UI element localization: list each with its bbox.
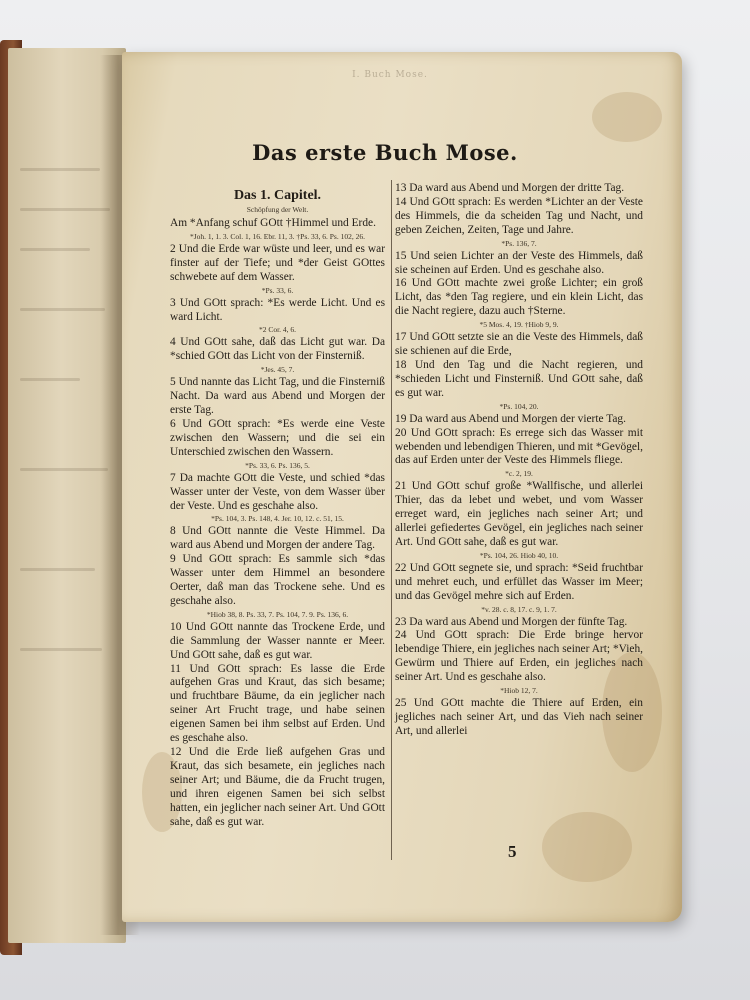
verse-paragraph: 19 Da ward aus Abend und Morgen der vierte Tag. (395, 412, 626, 425)
verse-paragraph: 17 Und GOtt setzte sie an die Veste des Himmels, daß sie schienen auf die Erde, (395, 331, 643, 358)
footnote-reference: *Ps. 33, 6. Ps. 136, 5. (245, 460, 310, 470)
column-divider (391, 180, 392, 860)
verse-paragraph: 16 Und GOtt machte zwei große Lichter; ein groß Licht, das *den Tag regiere, und ein klein Licht, das die Nacht regiere, dazu auch †Sterne. (395, 277, 643, 318)
verse-paragraph: 2 Und die Erde war wüste und leer, und es war finster auf der Tiefe; und *der Geist GOttes schwebete auf dem Wasser. (170, 242, 385, 283)
footnote-reference: *Ps. 33, 6. (261, 285, 294, 295)
verse-paragraph: Am *Anfang schuf GOtt †Himmel und Erde. (170, 217, 376, 229)
verse-paragraph: 5 Und nannte das Licht Tag, und die Finsterniß Nacht. Da ward aus Abend und Morgen der erste Tag. (170, 376, 385, 417)
footnote-reference: *2 Cor. 4, 6. (258, 325, 297, 335)
book-title: Das erste Buch Mose. (252, 140, 518, 165)
footnote-reference: *Joh. 1, 1. 3. Col. 1, 16. Ebr. 11, 3. †Ps. 33, 6. Ps. 102, 26. (190, 231, 365, 241)
verse-paragraph: 24 Und GOtt sprach: Die Erde bringe hervor lebendige Thiere, ein jegliches nach seiner Art; *Vieh, Gewürm und Thiere auf Erden, ein jegliches nach seiner Art. Und es geschahe also. (395, 629, 643, 684)
footnote-reference: *Hiob 12, 7. (500, 686, 538, 696)
verse-paragraph: 7 Da machte GOtt die Veste, und schied *das Wasser unter der Veste, von dem Wasser über der Veste. Und es geschahe also. (170, 471, 385, 512)
footnote-reference: *5 Mos. 4, 19. †Hiob 9, 9. (479, 320, 559, 330)
chapter-heading: Das 1. Capitel. (233, 188, 322, 203)
verse-paragraph: 12 Und die Erde ließ aufgehen Gras und Kraut, das sich besamete, ein jegliches nach seiner Art; und Bäume, die da Frucht trugen, und ihren eigenen Samen bei sich selbst hatten, ein jeglicher nach seiner Art. Und GOtt sahe, daß es gut war. (170, 746, 385, 828)
verse-paragraph: 23 Da ward aus Abend und Morgen der fünfte Tag. (395, 615, 628, 628)
left-verses (170, 217, 385, 829)
footnote-reference: *Jes. 45, 7. (260, 365, 295, 375)
footnote-reference: *c. 2, 19. (505, 469, 533, 479)
verse-paragraph: 21 Und GOtt schuf große *Wallfische, und allerlei Thier, das da lebet und webet, und vom Wasser erreget ward, ein jegliches nach seiner Art; und allerlei gefiedertes Gevögel, ein jegliches nach seiner Art. Und GOtt sahe, daß es gut war. (395, 480, 643, 548)
verse-paragraph: 10 Und GOtt nannte das Trockene Erde, und die Sammlung der Wasser nannte er Meer. Und GOtt sahe, daß es gut war. (170, 620, 385, 661)
verse-paragraph: 15 Und seien Lichter an der Veste des Himmels, daß sie scheinen auf Erden. Und es geschahe also. (395, 249, 643, 276)
verse-paragraph: 18 Und den Tag und die Nacht regieren, und *schieden Licht und Finsterniß. Und GOtt sahe, daß es gut war. (395, 358, 643, 399)
verse-paragraph: 14 Und GOtt sprach: Es werden *Lichter an der Veste des Himmels, die da scheiden Tag und Nacht, und geben Zeichen, Zeiten, Tage und Jahre. (395, 195, 643, 236)
verse-paragraph: 13 Da ward aus Abend und Morgen der dritte Tag. (395, 182, 625, 194)
footnote-reference: *Ps. 136, 7. (501, 238, 537, 248)
verse-paragraph: 3 Und GOtt sprach: *Es werde Licht. Und es ward Licht. (170, 296, 385, 323)
running-head: I. Buch Mose. (352, 70, 428, 80)
footnote-reference: *Ps. 104, 20. (499, 401, 539, 411)
verse-paragraph: 22 Und GOtt segnete sie, und sprach: *Seid fruchtbar und mehret euch, und erfüllet das Wasser im Meer; und das Gevögel mehre sich auf Erden. (395, 561, 643, 602)
verse-paragraph: 4 Und GOtt sahe, daß das Licht gut war. Da *schied GOtt das Licht von der Finsterniß. (170, 336, 385, 363)
footnote-reference: *Ps. 104, 3. Ps. 148, 4. Jer. 10, 12. c. 51, 15. (211, 514, 344, 524)
verse-paragraph: 9 Und GOtt sprach: Es sammle sich *das Wasser unter dem Himmel an besondere Oerter, daß man das Trockene sehe. Und es geschahe also. (170, 553, 385, 607)
right-verses (395, 182, 643, 739)
verse-paragraph: 20 Und GOtt sprach: Es errege sich das Wasser mit webenden und lebendigen Thieren, und mit *Gevögel, das auf Erden unter der Veste des Himmels fliege. (395, 426, 643, 467)
footnote-reference: *Ps. 104, 26. Hiob 40, 10. (479, 550, 559, 560)
verse-paragraph: 11 Und GOtt sprach: Es lasse die Erde aufgehen Gras und Kraut, das sich besame; und fruchtbare Bäume, da ein jeglicher nach seiner Art Frucht trage, und habe seinen eigenen Samen bei ihm selbst auf Erden. Und es geschahe also. (170, 662, 385, 745)
verse-paragraph: 8 Und GOtt nannte die Veste Himmel. Da ward aus Abend und Morgen der andere Tag. (170, 525, 385, 552)
left-text-column (170, 188, 385, 829)
footnote-reference: *Hiob 38, 8. Ps. 33, 7. Ps. 104, 7. 9. Ps. 136, 6. (206, 609, 349, 619)
page-number: 5 (508, 842, 517, 861)
verse-paragraph: 6 Und GOtt sprach: *Es werde eine Veste zwischen den Wassern; und die sei ein Unterschied zwischen den Wassern. (170, 417, 385, 458)
chapter-subheading: Schöpfung der Welt. (246, 205, 309, 214)
footnote-reference: *v. 28. c. 8, 17. c. 9, 1. 7. (481, 604, 557, 614)
right-text-column (395, 182, 643, 739)
verse-paragraph: 25 Und GOtt machte die Thiere auf Erden, ein jegliches nach seiner Art, und das Vieh nach seiner Art, und allerlei (395, 697, 643, 737)
